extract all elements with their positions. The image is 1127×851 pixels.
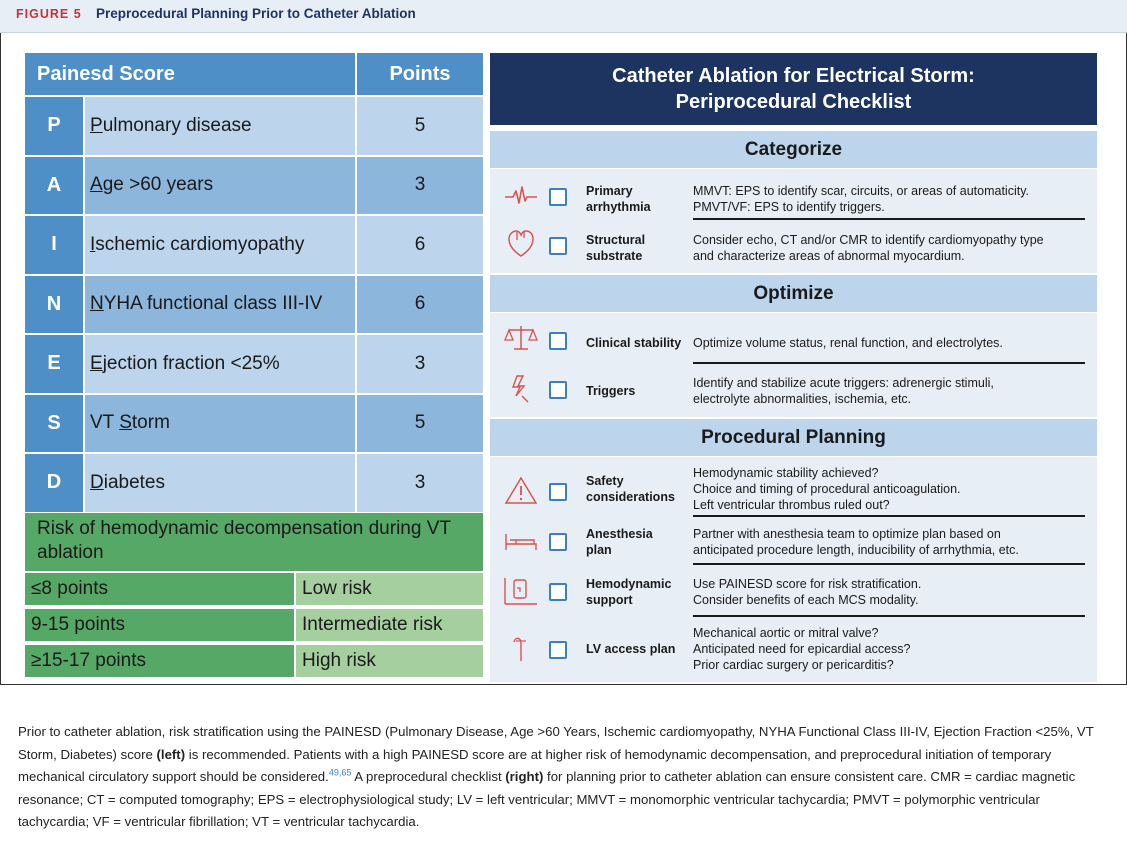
painesd-score-table bbox=[25, 53, 483, 512]
lightning-bolt-icon bbox=[504, 374, 538, 404]
item-description: MMVT: EPS to identify scar, circuits, or areas of automaticity. PMVT/VF: EPS to identify triggers. bbox=[693, 184, 1029, 214]
checkbox[interactable] bbox=[549, 332, 567, 350]
table-row bbox=[25, 274, 483, 334]
section-procedural-planning bbox=[490, 457, 1097, 682]
divider bbox=[693, 362, 1085, 364]
section-heading-procedural-planning: Procedural Planning bbox=[490, 419, 1097, 456]
item-name: Primary arrhythmia bbox=[586, 184, 651, 214]
item-description: Hemodynamic stability achieved? Choice and timing of procedural anticoagulation. Left ventricular thrombus ruled out? bbox=[693, 466, 961, 512]
risk-level: Intermediate risk bbox=[296, 609, 483, 641]
row-label: D iabetes bbox=[85, 454, 355, 512]
item-description: Use PAINESD score for risk stratification. Consider benefits of each MCS modality. bbox=[693, 577, 922, 607]
row-points: 3 bbox=[357, 157, 483, 215]
item-name: Safety considerations bbox=[586, 474, 675, 504]
risk-row bbox=[25, 571, 483, 605]
risk-points: ≤8 points bbox=[25, 573, 294, 605]
checklist-item-triggers bbox=[490, 368, 1097, 412]
row-letter: D bbox=[25, 454, 83, 512]
checklist-item-lv-access-plan bbox=[490, 621, 1097, 679]
section-heading-categorize: Categorize bbox=[490, 131, 1097, 168]
figure-header bbox=[0, 0, 1127, 33]
row-letter: E bbox=[25, 335, 83, 393]
row-label: E jection fraction <25% bbox=[85, 335, 355, 393]
row-points: 5 bbox=[357, 97, 483, 155]
risk-row bbox=[25, 643, 483, 677]
item-name: LV access plan bbox=[586, 642, 676, 656]
item-name: Structural substrate bbox=[586, 233, 646, 263]
item-name: Hemodynamic support bbox=[586, 577, 672, 607]
checklist-item-safety-considerations bbox=[490, 461, 1097, 517]
item-description: Optimize volume status, renal function, and electrolytes. bbox=[693, 336, 1003, 350]
pump-device-icon bbox=[504, 576, 538, 606]
divider bbox=[693, 515, 1085, 517]
figure-number: FIGURE 5 bbox=[16, 7, 82, 21]
heart-icon bbox=[504, 228, 538, 258]
divider bbox=[693, 615, 1085, 617]
checkbox[interactable] bbox=[549, 381, 567, 399]
row-label: I schemic cardiomyopathy bbox=[85, 216, 355, 274]
table-row bbox=[25, 155, 483, 215]
figure-title: Preprocedural Planning Prior to Catheter Ablation bbox=[96, 6, 416, 21]
row-letter: A bbox=[25, 157, 83, 215]
score-table-header bbox=[25, 53, 483, 95]
divider bbox=[693, 218, 1085, 220]
row-label: VT S torm bbox=[85, 395, 355, 453]
checklist-item-clinical-stability bbox=[490, 319, 1097, 363]
checklist-title: Catheter Ablation for Electrical Storm: Periprocedural Checklist bbox=[490, 53, 1097, 125]
checkbox[interactable] bbox=[549, 641, 567, 659]
checkbox[interactable] bbox=[549, 188, 567, 206]
row-points: 3 bbox=[357, 335, 483, 393]
risk-header: Risk of hemodynamic decompensation during VT ablation bbox=[25, 513, 483, 571]
item-description: Mechanical aortic or mitral valve? Anticipated need for epicardial access? Prior cardiac surgery or pericarditis? bbox=[693, 626, 911, 672]
ecg-waveform-icon bbox=[504, 181, 538, 211]
table-row bbox=[25, 452, 483, 512]
checkbox[interactable] bbox=[549, 583, 567, 601]
points-column-header: Points bbox=[389, 63, 451, 85]
figure-panel bbox=[0, 33, 1127, 685]
warning-triangle-icon bbox=[504, 475, 538, 505]
item-description: Partner with anesthesia team to optimize plan based on anticipated procedure length, inducibility of arrhythmia, etc. bbox=[693, 527, 1019, 557]
catheter-icon bbox=[504, 633, 538, 663]
table-row bbox=[25, 393, 483, 453]
checkbox[interactable] bbox=[549, 483, 567, 501]
row-label: P ulmonary disease bbox=[85, 97, 355, 155]
risk-level: High risk bbox=[296, 645, 483, 677]
row-letter: N bbox=[25, 276, 83, 334]
row-points: 6 bbox=[357, 216, 483, 274]
item-description: Identify and stabilize acute triggers: adrenergic stimuli, electrolyte abnormalities, ischemia, etc. bbox=[693, 376, 994, 406]
item-description: Consider echo, CT and/or CMR to identify cardiomyopathy type and characterize areas of abnormal myocardium. bbox=[693, 233, 1044, 263]
row-points: 5 bbox=[357, 395, 483, 453]
checklist-item-structural-substrate bbox=[490, 224, 1097, 268]
checklist-item-hemodynamic-support bbox=[490, 568, 1097, 616]
row-label: N YHA functional class III-IV bbox=[85, 276, 355, 334]
divider bbox=[693, 563, 1085, 565]
row-label: A ge >60 years bbox=[85, 157, 355, 215]
risk-level: Low risk bbox=[296, 573, 483, 605]
checklist-item-anesthesia-plan bbox=[490, 520, 1097, 564]
risk-points: ≥15-17 points bbox=[25, 645, 294, 677]
row-letter: P bbox=[25, 97, 83, 155]
table-row bbox=[25, 333, 483, 393]
checkbox[interactable] bbox=[549, 533, 567, 551]
figure-caption: Prior to catheter ablation, risk stratification using the PAINESD (Pulmonary Disease, Age >60 Years, Ischemic cardiomyopathy, NYHA Functional Class III-IV, Ejection Fraction <25%, VT Storm, Diabetes) score (left) is recommended. Patients with a high PAINESD score are at higher risk of hemodynamic decompensation, and preprocedural initiation of temporary mechanical circulatory support should be considered.$^{49,65}$ A preprocedural checklist (right) for planning prior to catheter ablation can ensure consistent care. CMR = cardiac magnetic resonance; CT = computed tomography; EPS = electrophysiological study; LV = left ventricular; MMVT = monomorphic ventricular tachycardia; PMVT = polymorphic ventricular tachycardia; VF = ventricular fibrillation; VT = ventricular tachycardia. bbox=[18, 724, 1094, 829]
item-name: Clinical stability bbox=[586, 336, 682, 350]
item-name: Triggers bbox=[586, 384, 636, 398]
checkbox[interactable] bbox=[549, 237, 567, 255]
row-letter: I bbox=[25, 216, 83, 274]
item-name: Anesthesia plan bbox=[586, 527, 653, 557]
row-points: 6 bbox=[357, 276, 483, 334]
table-row bbox=[25, 95, 483, 155]
table-row bbox=[25, 214, 483, 274]
checklist-item-primary-arrhythmia bbox=[490, 175, 1097, 219]
row-points: 3 bbox=[357, 454, 483, 512]
score-column-header: Painesd Score bbox=[37, 63, 175, 85]
row-letter: S bbox=[25, 395, 83, 453]
section-categorize bbox=[490, 169, 1097, 273]
risk-points: 9-15 points bbox=[25, 609, 294, 641]
section-optimize bbox=[490, 313, 1097, 417]
balance-scale-icon bbox=[504, 323, 538, 353]
risk-row bbox=[25, 607, 483, 641]
section-heading-optimize: Optimize bbox=[490, 275, 1097, 312]
hospital-bed-icon bbox=[504, 526, 538, 556]
